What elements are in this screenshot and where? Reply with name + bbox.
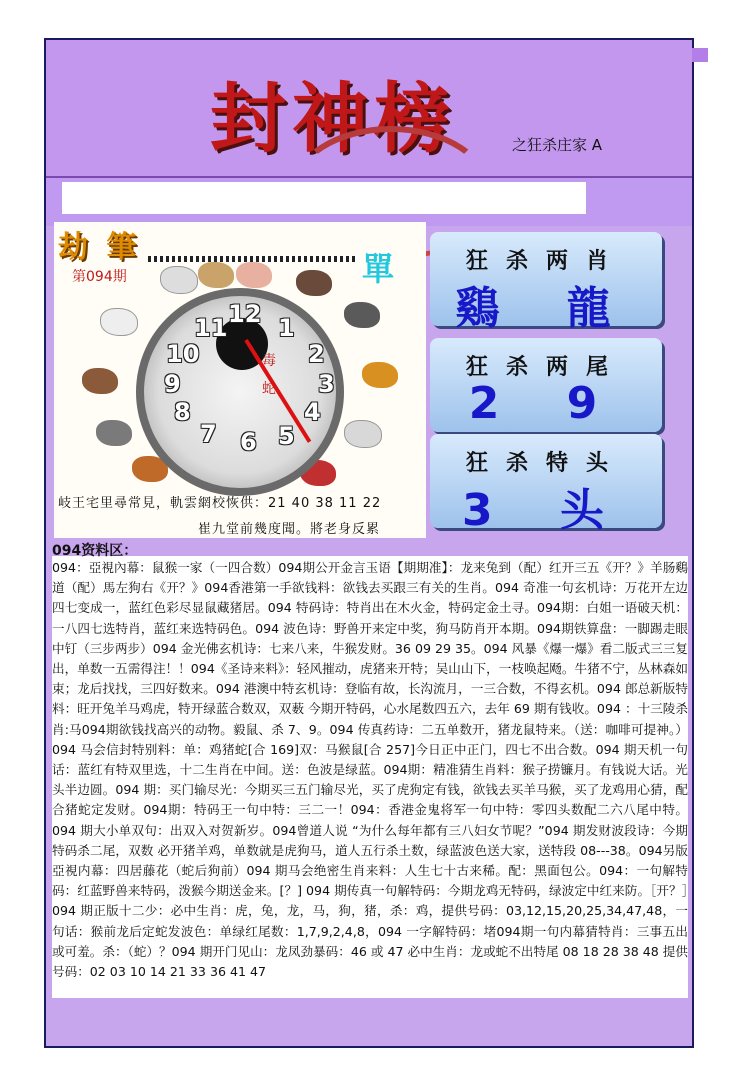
clock-numeral: 2 <box>308 340 325 368</box>
box-value: 2 9 <box>468 378 624 429</box>
ox-icon <box>344 302 380 328</box>
clock-numeral: 11 <box>194 314 228 342</box>
box-label: 狂杀两尾 <box>465 355 626 380</box>
rabbit-icon <box>160 266 198 294</box>
box-value: 鷄 龍 <box>455 283 637 334</box>
rat-icon <box>296 270 332 296</box>
monkey-icon <box>82 368 118 394</box>
prediction-box-3 <box>430 434 662 536</box>
dan-label: 單 <box>362 250 395 288</box>
clock-numeral: 10 <box>166 340 200 368</box>
footer-band <box>46 998 692 1046</box>
page-subtitle: 之狂杀庄家 A <box>512 136 603 154</box>
clock-caption-2: 崔九堂前幾度聞。將老身反累 <box>198 522 381 537</box>
pig-icon <box>236 262 272 288</box>
clock-numeral: 9 <box>164 370 181 398</box>
goat-icon <box>96 420 132 446</box>
clock-numeral: 6 <box>240 428 257 456</box>
clock-caption-1: 岐王宅里尋常見，軌雲網校恢供：21 40 38 11 22 <box>58 496 382 511</box>
clock-numeral: 1 <box>278 314 295 342</box>
clock-numeral: 7 <box>200 420 217 448</box>
corner-tab <box>690 48 708 62</box>
dog-icon <box>198 262 234 288</box>
clock-label-2: 蛇 <box>262 381 276 397</box>
clock-numeral: 5 <box>278 422 295 450</box>
clock-numeral: 3 <box>318 370 335 398</box>
issue-number: 第094期 <box>72 269 127 285</box>
box-label: 狂杀两肖 <box>465 249 626 274</box>
clock-numeral: 4 <box>304 398 321 426</box>
clock-numeral: 8 <box>174 398 191 426</box>
info-paragraph: 094：亞視內幕：鼠猴一家（一四合数）094期公开金言玉语【期期准】：龙来兔到（配）红开三五《开？》羊肠鷄道（配）馬左狗右《开？》094香港第一手欲钱料：欲钱去买跟三有关的生肖。094 奇准一句玄机诗：万花开左边四七变成一，蓝红色彩尽显鼠藏猪居。094 特码诗：特肖出在木火金，特码定金土寻。094期：白姐一语破天机：一八四七选特肖，蓝红来选特码色。094 波色诗：野兽开来定中奖，狗马防肖开本期。094期铁算盘：一脚踢走眼中钉（三步两步）094 金光佛玄机诗：七来八来，牛猴发财。36 09 29 35。094 风暴《爆一爆》看二版式三三复出，单数一五需得注！！094《圣诗来料》：轻风摧动，虎猪来开特；吴山山下，一枝唤起飏。牛猪不宁，丛林森如束；龙后找找，三四好数来。094 港澳中特玄机诗：登临有故，长沟流月，一三合数，不得玄机。094 郎总新版特料：旺开兔羊马鸡虎，特开绿蓝合数双，双薮 今期开特码，心水尾数四五六，去年 69 期有钱收。094 ：十三陵杀肖:马094期欲钱找高兴的动物。毅鼠、杀 7、9。094 传真药诗：二五单数开，猪龙鼠特来。（送：咖啡可提神。）094 马会信封特别料：单：鸡猪蛇[合 169]双：马猴鼠[合 257]今日正中正门，四七不出合数。094 期天机一句话：蓝红有特双里选，十二生肖在中间。送：色波是绿蓝。094期：精准猜生肖料：猴子捞镰月。有钱说大话。光头半边圆。094 期：买门输尽光：今期买三五门输尽光，买了虎狗定有钱，欲钱去买羊马猴，买了龙鸡用心猜，配合猪蛇定发财。094期：特码王一句中特：三二一！094：香港金鬼将军一句中特：零四头数配二六八尾中特。094 期大小单双句：出双入对贺新岁。094曾道人说 “为什么每年都有三八妇女节呢？”094 期发财波段诗：今期特码杀二尾，双数 必开猪羊鸡，单数就是虎狗马，道人五行杀土数，绿蓝波色送大家，送特段 08---38。094另版亞視内幕：四居藤花（蛇后狗前）094 期马会绝密生肖来料：人生七十古来稀。配：黑面包公。094：一句解特码：红蓝野兽来特码，泼猴今期送金来。[？] 094 期传真一句解特码：今期龙鸡无特码，绿波定中红来防。［开？］094 期正版十二少：必中生肖：虎，兔，龙，马，狗，猪，杀：鸡，提供号码：03,12,15,20,25,34,47,48，一句话：猴前龙后定蛇发波色：单绿红尾数：1,7,9,2,4,8，094 一字解特码：堵094期一句内幕猜特肖：三事五出或可羞。杀：（蛇）？094 期开门见山：龙凤劲暴码：46 或 47 必中生肖：龙或蛇不出特尾 08 18 28 38 48 提供号码：02 03 10 14 21 33 36 41 47 <box>52 560 688 980</box>
rabbit2-icon <box>344 420 382 448</box>
section-title: 094资料区： <box>52 543 138 559</box>
page-title: 封神榜 <box>210 74 456 163</box>
clock-numeral: 12 <box>228 300 262 328</box>
box-label: 狂杀特头 <box>465 451 626 476</box>
panel-banner: 劫 筆 <box>58 230 141 265</box>
tiger-icon <box>362 362 398 388</box>
box-value: 3 头 <box>462 485 630 536</box>
clock-label: 毒 <box>262 353 276 369</box>
rooster-icon <box>100 308 138 336</box>
prediction-box-1 <box>430 232 662 334</box>
prediction-box-2 <box>430 338 662 432</box>
